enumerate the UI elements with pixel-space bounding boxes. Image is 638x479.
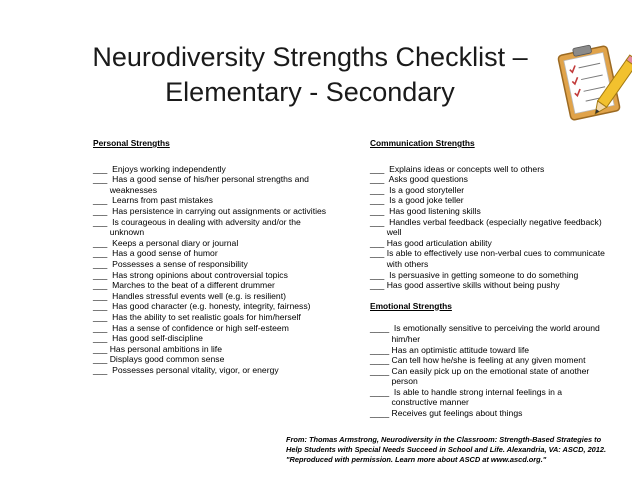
personal-strengths-heading: Personal Strengths bbox=[93, 138, 170, 148]
checklist-item: ___ Has good self-discipline bbox=[93, 333, 203, 344]
checklist-item: him/her bbox=[370, 333, 421, 344]
communication-strengths-list bbox=[370, 164, 632, 291]
checklist-item: person bbox=[370, 376, 418, 387]
emotional-strengths-heading: Emotional Strengths bbox=[370, 300, 452, 311]
checklist-item: ___ Learns from past mistakes bbox=[93, 195, 213, 206]
personal-strengths-section bbox=[93, 138, 345, 375]
checklist-item: ___ Has a good sense of his/her personal strengths and bbox=[93, 174, 309, 185]
checklist-item: constructive manner bbox=[370, 397, 469, 408]
checklist-item: ___ Handles verbal feedback (especially negative feedback) bbox=[370, 216, 602, 227]
page-title bbox=[60, 40, 560, 110]
checklist-item: with others bbox=[370, 258, 429, 269]
checklist-item: ___ Has a good sense of humor bbox=[93, 248, 218, 259]
checklist-item: ___ Has personal ambitions in life bbox=[93, 343, 222, 354]
emotional-strengths-list bbox=[370, 323, 632, 418]
checklist-item: ___ Asks good questions bbox=[370, 174, 468, 185]
citation-line-2: Help Students with Special Needs Succeed in School and Life. Alexandria, VA: ASCD, 2012. bbox=[286, 445, 607, 454]
checklist-item: ____ Is emotionally sensitive to perceiving the world around bbox=[370, 323, 600, 334]
clipboard-checklist-pencil-icon bbox=[552, 38, 632, 126]
checklist-item: ____ Is able to handle strong internal feelings in a bbox=[370, 386, 563, 397]
citation-line-3: "Reproduced with permission. Learn more about ASCD at www.ascd.org." bbox=[286, 455, 547, 464]
citation-line-1: From: Thomas Armstrong, Neurodiversity in the Classroom: Strength-Based Strategies to bbox=[286, 435, 602, 444]
checklist-item: weaknesses bbox=[93, 184, 158, 195]
checklist-item: ____ Can tell how he/she is feeling at any given moment bbox=[370, 355, 586, 366]
checklist-item: ___ Marches to the beat of a different drummer bbox=[93, 280, 275, 291]
checklist-item: well bbox=[370, 227, 402, 238]
checklist-item: ___ Has good character (e.g. honesty, integrity, fairness) bbox=[93, 301, 311, 312]
checklist-item: ___ Has good assertive skills without being pushy bbox=[370, 280, 560, 291]
checklist-item: ___ Is a good storyteller bbox=[370, 184, 465, 195]
checklist-item: ___ Is able to effectively use non-verbal cues to communicate bbox=[370, 248, 605, 259]
checklist-item: ___ Explains ideas or concepts well to others bbox=[370, 163, 545, 174]
title-line-2: Elementary - Secondary bbox=[165, 77, 455, 107]
checklist-item: ___ Handles stressful events well (e.g. is resilient) bbox=[93, 290, 286, 301]
communication-strengths-section bbox=[370, 138, 632, 419]
checklist-item: ____ Receives gut feelings about things bbox=[370, 408, 523, 419]
checklist-item: ___ Has persistence in carrying out assignments or activities bbox=[93, 205, 327, 216]
checklist-item: ___ Keeps a personal diary or journal bbox=[93, 237, 239, 248]
checklist-item: ___ Displays good common sense bbox=[93, 354, 225, 365]
checklist-item: ___ Has strong opinions about controversial topics bbox=[93, 269, 288, 280]
checklist-item: ___ Has the ability to set realistic goals for him/herself bbox=[93, 311, 301, 322]
checklist-item: ___ Is a good joke teller bbox=[370, 195, 464, 206]
checklist-item: unknown bbox=[93, 227, 145, 238]
checklist-item: ___ Enjoys working independently bbox=[93, 163, 226, 174]
checklist-item: ___ Has a sense of confidence or high self-esteem bbox=[93, 322, 289, 333]
citation bbox=[286, 435, 626, 465]
checklist-item: ___ Has good listening skills bbox=[370, 205, 481, 216]
checklist-item: ___ Has good articulation ability bbox=[370, 237, 492, 248]
checklist-item: ___ Is courageous in dealing with adversity and/or the bbox=[93, 216, 301, 227]
title-line-1: Neurodiversity Strengths Checklist – bbox=[92, 42, 528, 72]
checklist-item: ____ Has an optimistic attitude toward life bbox=[370, 344, 530, 355]
personal-strengths-list bbox=[93, 164, 345, 376]
checklist-item: ___ Possesses a sense of responsibility bbox=[93, 258, 248, 269]
checklist-item: ____ Can easily pick up on the emotional state of another bbox=[370, 365, 590, 376]
checklist-item: ___ Possesses personal vitality, vigor, or energy bbox=[93, 364, 279, 375]
communication-strengths-heading: Communication Strengths bbox=[370, 138, 475, 148]
checklist-item: ___ Is persuasive in getting someone to do something bbox=[370, 269, 579, 280]
